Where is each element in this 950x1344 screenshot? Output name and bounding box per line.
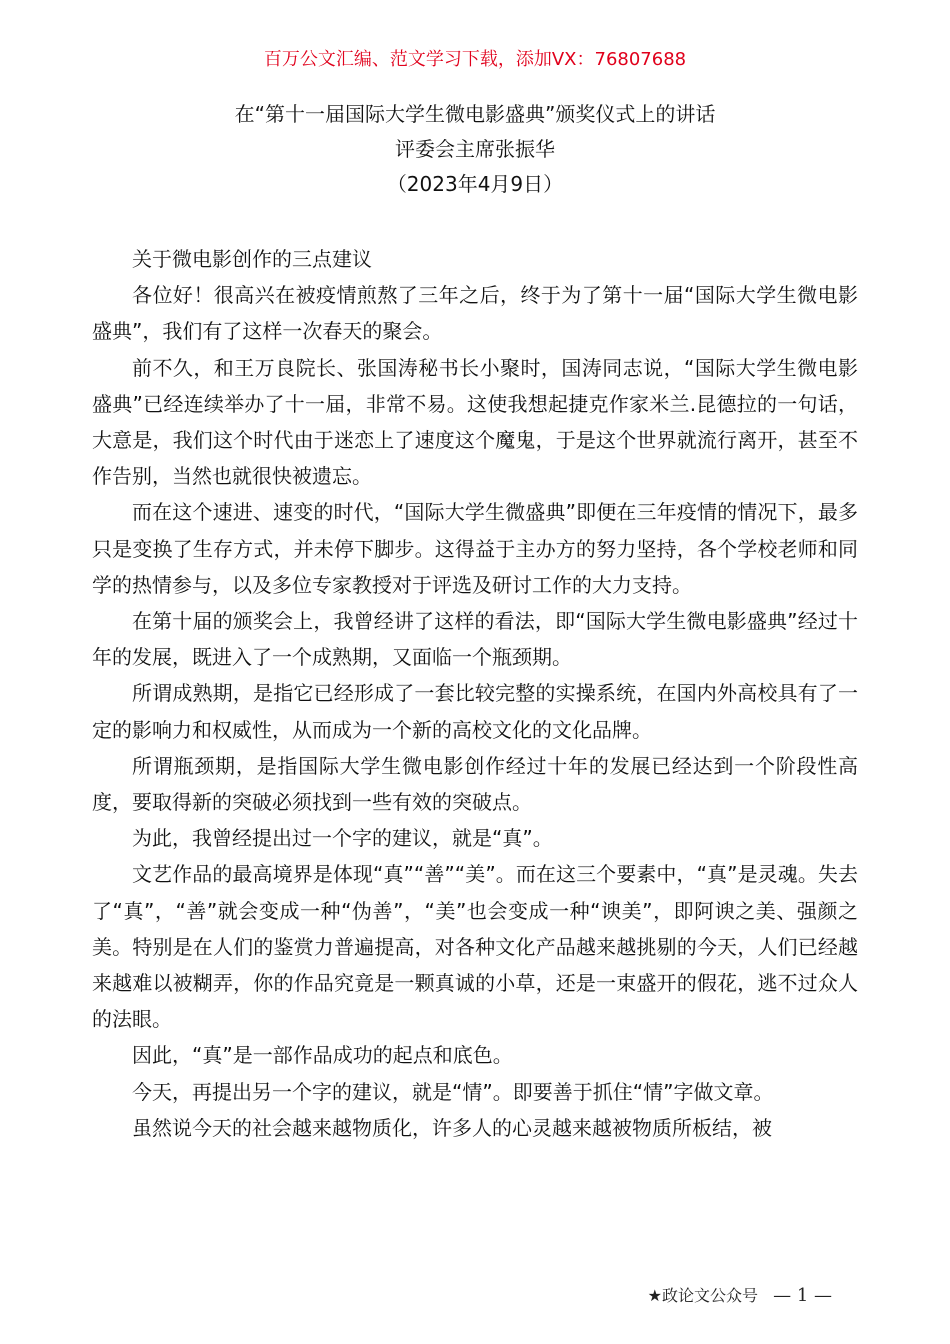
paragraph: 所谓瓶颈期，是指国际大学生微电影创作经过十年的发展已经达到一个阶段性高度，要取得新的突破必须找到一些有效的突破点。	[92, 753, 858, 815]
paragraph: 前不久，和王万良院长、张国涛秘书长小聚时，国涛同志说，“国际大学生微电影盛典”已经连续举办了十一届，非常不易。这使我想起捷克作家米兰.昆德拉的一句话，大意是，我们这个时代由于迷恋上了速度这个魔鬼，于是这个世界就流行离开，甚至不作告别，当然也就很快被遗忘。	[92, 355, 858, 489]
paragraph: 在第十届的颁奖会上，我曾经讲了这样的看法，即“国际大学生微电影盛典”经过十年的发展，既进入了一个成熟期，又面临一个瓶颈期。	[92, 609, 858, 670]
paragraph: 虽然说今天的社会越来越物质化，许多人的心灵越来越被物质所板结，被	[132, 1115, 772, 1140]
footer-label: ★政论文公众号	[647, 1286, 758, 1305]
header-promo-note: 百万公文汇编、范文学习下载，添加VX：76807688	[263, 49, 687, 70]
section-heading: 关于微电影创作的三点建议	[132, 247, 372, 271]
paragraph: 各位好！很高兴在被疫情煎熬了三年之后，终于为了第十一届“国际大学生微电影盛典”，我们有了这样一次春天的聚会。	[92, 283, 858, 344]
page-number: — 1 —	[773, 1285, 832, 1306]
speaker-line: 评委会主席张振华	[395, 137, 555, 161]
paragraph: 因此，“真”是一部作品成功的起点和底色。	[132, 1043, 513, 1068]
paragraph: 而在这个速进、速变的时代，“国际大学生微盛典”即便在三年疫情的情况下，最多只是变换了生存方式，并未停下脚步。这得益于主办方的努力坚持，各个学校老师和同学的热情参与，以及多位专家教授对于评选及研讨工作的大力支持。	[92, 500, 858, 597]
speech-title: 在“第十一届国际大学生微电影盛典”颁奖仪式上的讲话	[234, 102, 716, 126]
title-block	[0, 97, 950, 202]
paragraph: 文艺作品的最高境界是体现“真”“善”“美”。而在这三个要素中，“真”是灵魂。失去了“真”，“善”就会变成一种“伪善”，“美”也会变成一种“谀美”，即阿谀之美、强颜之美。特别是在人们的鉴赏力普遍提高，对各种文化产品越来越挑剔的今天，人们已经越来越难以被糊弄，你的作品究竟是一颗真诚的小草，还是一束盛开的假花，逃不过众人的法眼。	[92, 862, 858, 1032]
speech-date: （2023年4月9日）	[386, 172, 564, 196]
paragraph: 今天，再提出另一个字的建议，就是“情”。即要善于抓住“情”字做文章。	[132, 1079, 774, 1104]
paragraph: 所谓成熟期，是指它已经形成了一套比较完整的实操系统，在国内外高校具有了一定的影响力和权威性，从而成为一个新的高校文化的文化品牌。	[92, 681, 858, 742]
page-footer	[648, 1284, 832, 1308]
body-text	[92, 241, 858, 1146]
paragraph: 为此，我曾经提出过一个字的建议，就是“真”。	[132, 826, 553, 851]
